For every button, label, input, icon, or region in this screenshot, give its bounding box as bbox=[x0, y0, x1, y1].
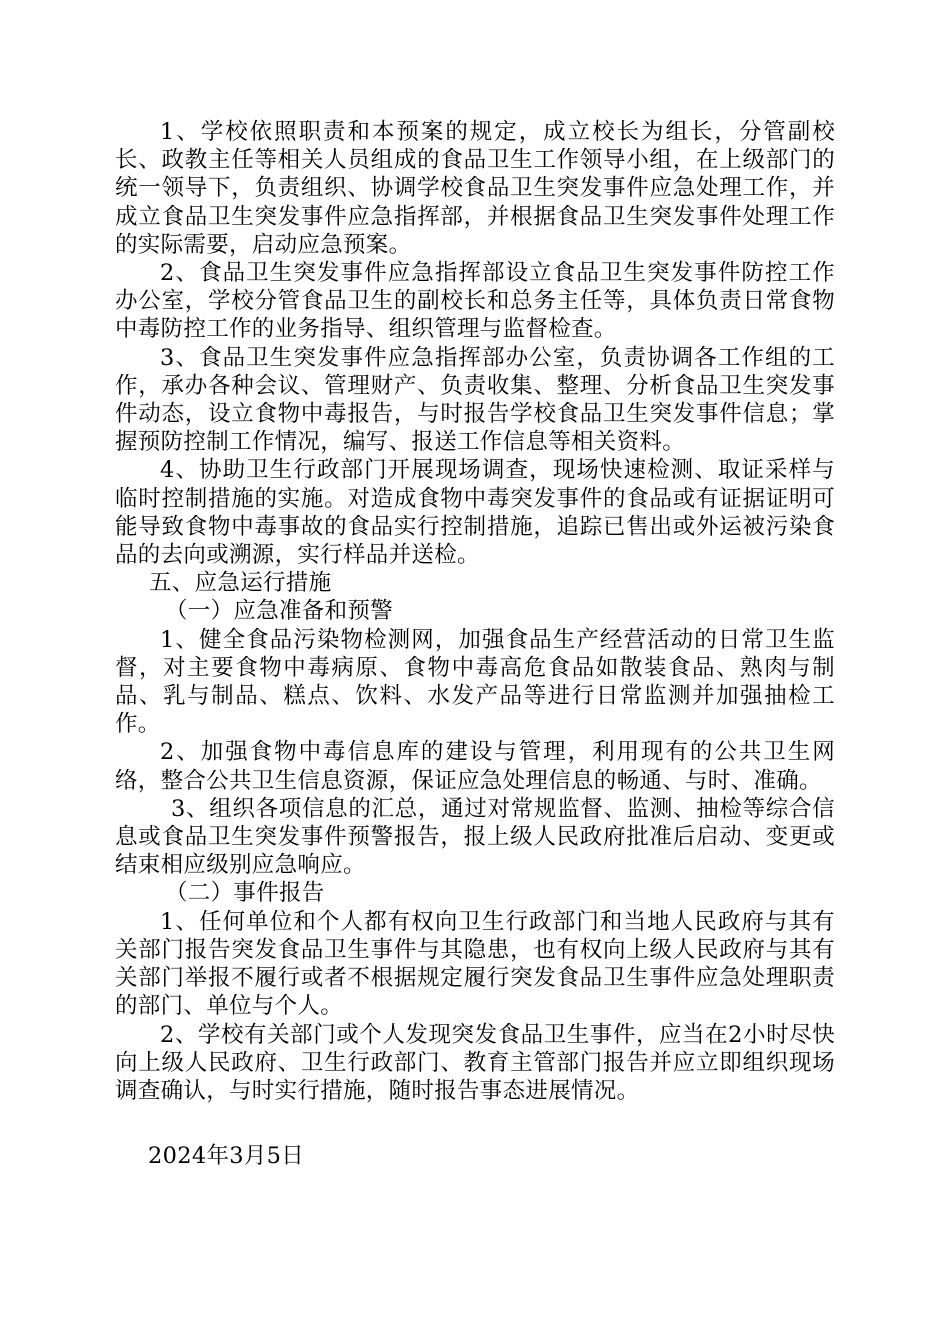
document-body bbox=[115, 118, 835, 1105]
paragraph-5: 1、健全食品污染物检测网，加强食品生产经营活动的日常卫生监督，对主要食物中毒病原、食物中毒高危食品如散装食品、熟肉与制品、乳与制品、糕点、饮料、水发产品等进行日常监测并加强抽检工作。 bbox=[115, 626, 835, 738]
paragraph-4: 4、协助卫生行政部门开展现场调查，现场快速检测、取证采样与临时控制措施的实施。对造成食物中毒突发事件的食品或有证据证明可能导致食物中毒事故的食品实行控制措施，追踪已售出或外运被污染食品的去向或溯源，实行样品并送检。 bbox=[115, 457, 835, 569]
document-date: 2024年3月5日 bbox=[148, 1143, 305, 1169]
paragraph-3: 3、食品卫生突发事件应急指挥部办公室，负责协调各工作组的工作，承办各种会议、管理财产、负责收集、整理、分析食品卫生突发事件动态，设立食物中毒报告，与时报告学校食品卫生突发事件信息；掌握预防控制工作情况，编写、报送工作信息等相关资料。 bbox=[115, 344, 835, 456]
paragraph-7: 3、组织各项信息的汇总，通过对常规监督、监测、抽检等综合信息或食品卫生突发事件预警报告，报上级人民政府批准后启动、变更或结束相应级别应急响应。 bbox=[115, 795, 835, 879]
paragraph-2: 2、食品卫生突发事件应急指挥部设立食品卫生突发事件防控工作办公室，学校分管食品卫生的副校长和总务主任等，具体负责日常食物中毒防控工作的业务指导、组织管理与监督检查。 bbox=[115, 260, 835, 343]
subsection-heading-2: （二）事件报告 bbox=[165, 880, 325, 907]
paragraph-8: 1、任何单位和个人都有权向卫生行政部门和当地人民政府与其有关部门报告突发食品卫生事件与其隐患，也有权向上级人民政府与其有关部门举报不履行或者不根据规定履行突发食品卫生事件应急处理职责的部门、单位与个人。 bbox=[115, 908, 835, 1020]
paragraph-9: 2、学校有关部门或个人发现突发食品卫生事件，应当在2小时尽快向上级人民政府、卫生行政部门、教育主管部门报告并应立即组织现场调查确认，与时实行措施，随时报告事态进展情况。 bbox=[115, 1021, 835, 1104]
section-heading-5: 五、应急运行措施 bbox=[149, 570, 332, 597]
subsection-heading-1: （一）应急准备和预警 bbox=[165, 598, 394, 625]
paragraph-1: 1、学校依照职责和本预案的规定，成立校长为组长，分管副校长、政教主任等相关人员组成的食品卫生工作领导小组，在上级部门的统一领导下，负责组织、协调学校食品卫生突发事件应急处理工作，并成立食品卫生突发事件应急指挥部，并根据食品卫生突发事件处理工作的实际需要，启动应急预案。 bbox=[115, 119, 835, 258]
paragraph-6: 2、加强食物中毒信息库的建设与管理，利用现有的公共卫生网络，整合公共卫生信息资源，保证应急处理信息的畅通、与时、准确。 bbox=[115, 739, 835, 794]
